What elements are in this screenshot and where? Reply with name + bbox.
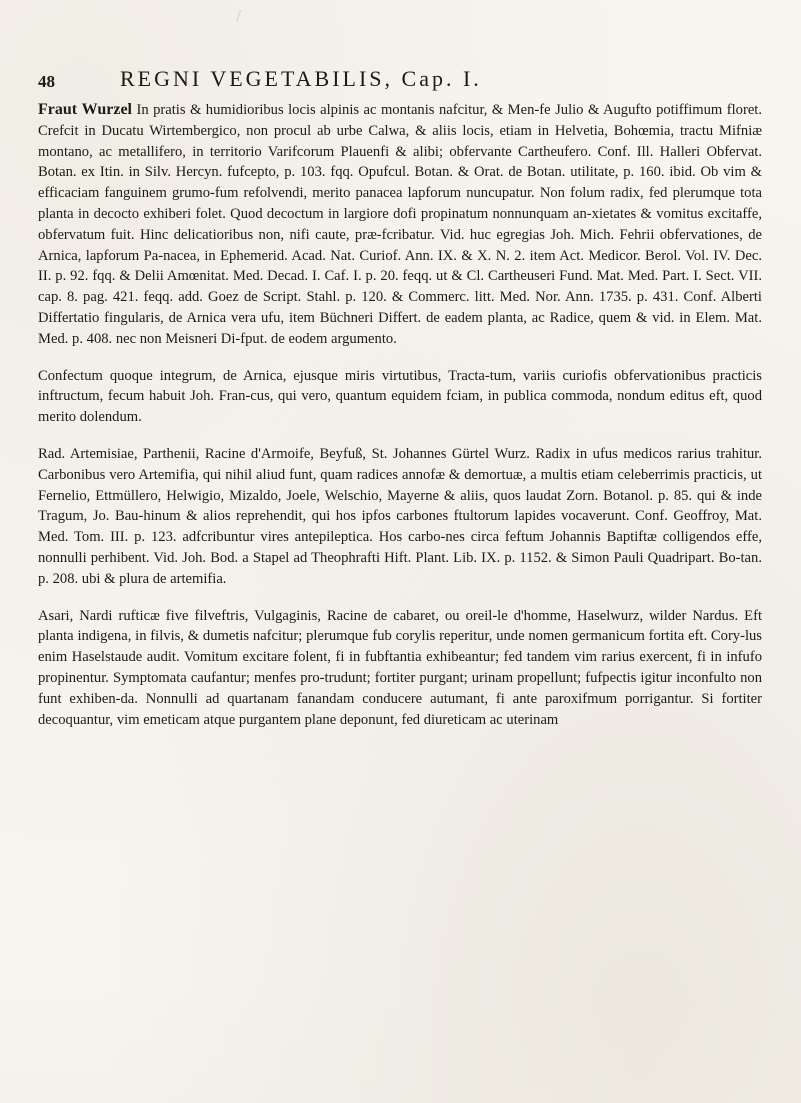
- paper-shading: [0, 983, 801, 1103]
- paragraph-tractatum: [38, 366, 762, 428]
- page-header: [38, 66, 760, 96]
- body-text: [38, 100, 762, 730]
- paragraph-text: Confectum quoque integrum, de Arnica, ejusque miris virtutibus, Tracta-tum, variis curiofis obfervationibus practicis inftructum, fecum habuit Joh. Fran-cus, qui vero, quantum equidem fciam, in publica commoda, nondum editus eft, quod merito dolendum.: [38, 367, 762, 426]
- running-head: REGNI VEGETABILIS, Cap. I.: [120, 66, 482, 91]
- paragraph-artemisiae: [38, 444, 762, 590]
- page-number: 48: [38, 72, 55, 91]
- paragraph-arnica: [38, 100, 762, 350]
- paragraph-asari: [38, 606, 762, 731]
- paragraph-lemma: Fraut Wurzel: [38, 101, 132, 118]
- paragraph-text: In pratis & humidioribus locis alpinis ac montanis nafcitur, & Men-fe Julio & Augufto potiffimum floret. Crefcit in Ducatu Wirtembergico, non procul ab urbe Calwa, & aliis locis, etiam in Helvetia, Bohœmia, tractu Mifniæ montano, ac metallifero, in territorio Varifcorum Plauenfi & alibi; obfervante Cartheufero. Conf. Ill. Halleri Obfervat. Botan. ex Itin. in Silv. Hercyn. fufcepto, p. 103. fqq. Opufcul. Botan. & Orat. de Botan. utilitate, p. 160. ibid. Ob vim & efficaciam fanguinem grumo-fum refolvendi, merito panacea lapforum nuncupatur. Non folum radix, fed plerumque tota planta in decocto exhiberi folet. Quod decoctum in largiore dofi propinatum nonnunquam an-xietates & vomitus excitaffe, obfervatum fuit. Hinc delicatioribus non, nifi caute, præ-fcribatur. Vid. huc egregias Joh. Mich. Fehrii obfervationes, de Arnica, lapforum Pa-nacea, in Ephemerid. Acad. Nat. Curiof. Ann. IX. & X. N. 2. item Act. Medicor. Berol. Vol. IV. Dec. II. p. 92. fqq. & Delii Amœnitat. Med. Decad. I. Caf. I. p. 20. feqq. ut & Cl. Cartheuseri Fund. Mat. Med. Part. I. Sect. VII. cap. 8. pag. 421. feqq. add. Goez de Script. Stahl. p. 120. & Commerc. litt. Med. Nor. Ann. 1735. p. 431. Conf. Alberti Differtatio fingularis, de Arnica vera ufu, item Büchneri Differt. de eadem planta, ac Radice, quem & vid. in Elem. Mat. Med. p. 408. nec non Meisneri Di-fput. de eodem argumento.: [38, 102, 763, 347]
- bleed-through-mark: /: [236, 6, 242, 26]
- paragraph-text: Asari, Nardi rufticæ five filveftris, Vulgaginis, Racine de cabaret, ou oreil-le d'homme, Haselwurz, wilder Nardus. Eft planta indigena, in filvis, & dumetis nafcitur; plerumque fub corylis reperitur, unde nomen germanicum fortita eft. Cory-lus enim Haselstaude audit. Vomitum excitare folent, fi in fubftantia exhibeantur; fed tandem vim rarius exercent, fi in infufo propinentur. Symptomata caufantur; menfes pro-trudunt; fortiter purgant; urinam propellunt; fufpectis igitur inconfulto non funt exhiben-da. Nonnulli ad quartanam fanandam conducere autumant, fi ante paroxifmum porrigantur. Si fortiter decoquantur, vim emeticam atque purgantem plane deponunt, fed diureticam ac uterinam: [38, 607, 762, 728]
- paragraph-text: Rad. Artemisiae, Parthenii, Racine d'Armoife, Beyfuß, St. Johannes Gürtel Wurz. Radix in ufus medicos rarius trahitur. Carbonibus vero Artemifia, qui nihil aliud funt, quam radices annofæ & demortuæ, a multis etiam celeberrimis practicis, ut Fernelio, Ettmüllero, Helwigio, Mizaldo, Joele, Welschio, Mayerne & aliis, quos laudat Zorn. Botanol. p. 85. qui & inde Tragum, Jo. Bau-hinum & alios reprehendit, qui hos ipfos carbones ftultorum lapides vocaverunt. Conf. Geoffroy, Mat. Med. Tom. III. p. 123. adfcribuntur vires antepileptica. Hos carbo-nes circa feftum Johannis Baptiftæ colligendos effe, nonnulli perhibent. Vid. Joh. Bod. a Stapel ad Theophrafti Hift. Plant. Lib. IX. p. 1152. & Simon Pauli Quadripart. Bo-tan. p. 208. ubi & plura de artemifia.: [38, 445, 762, 587]
